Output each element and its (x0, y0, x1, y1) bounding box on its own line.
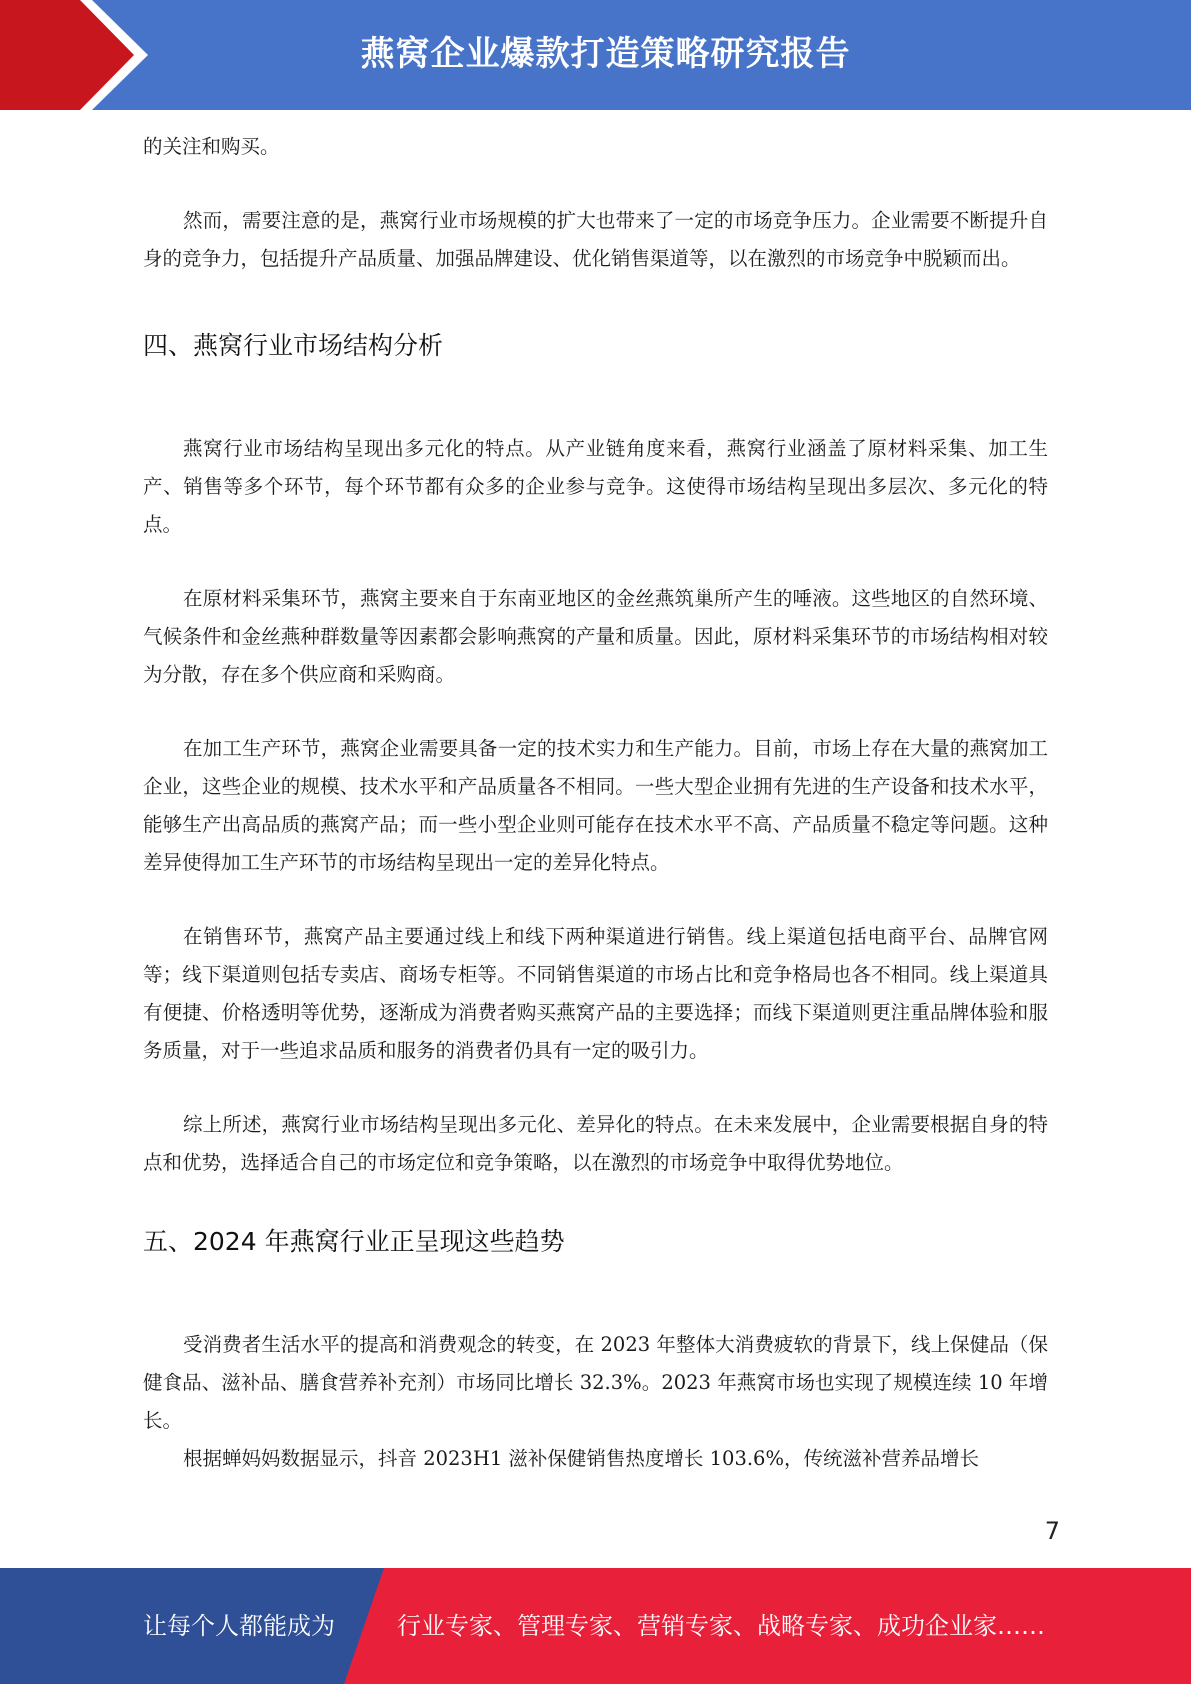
page-footer (0, 1568, 1191, 1684)
paragraph-processing: 在加工生产环节，燕窝企业需要具备一定的技术实力和生产能力。目前，市场上存在大量的燕窝加工企业，这些企业的规模、技术水平和产品质量各不相同。一些大型企业拥有先进的生产设备和技术水平，能够生产出高品质的燕窝产品；而一些小型企业则可能存在技术水平不高、产品质量不稳定等问题。这种差异使得加工生产环节的市场结构呈现出一定的差异化特点。 (143, 737, 1048, 874)
paragraph-competition: 然而，需要注意的是，燕窝行业市场规模的扩大也带来了一定的市场竞争压力。企业需要不断提升自身的竞争力，包括提升产品质量、加强品牌建设、优化销售渠道等，以在激烈的市场竞争中脱颖而出。 (143, 209, 1048, 270)
paragraph-sales: 在销售环节，燕窝产品主要通过线上和线下两种渠道进行销售。线上渠道包括电商平台、品牌官网等；线下渠道则包括专卖店、商场专柜等。不同销售渠道的市场占比和竞争格局也各不相同。线上渠道具有便捷、价格透明等优势，逐渐成为消费者购买燕窝产品的主要选择；而线下渠道则更注重品牌体验和服务质量，对于一些追求品质和服务的消费者仍具有一定的吸引力。 (143, 925, 1048, 1062)
paragraph-trend-growth: 受消费者生活水平的提高和消费观念的转变，在 2023 年整体大消费疲软的背景下，线上保健品（保健食品、滋补品、膳食营养补充剂）市场同比增长 32.3%。2023 年燕窝市场也实现了规模连续 10 年增长。 (143, 1333, 1048, 1432)
section-4-heading: 四、燕窝行业市场结构分析 (143, 331, 444, 360)
page-body (143, 128, 1048, 1478)
paragraph-trend-data: 根据蝉妈妈数据显示，抖音 2023H1 滋补保健销售热度增长 103.6%，传统滋补营养品增长 (183, 1447, 979, 1470)
section-5-heading: 五、2024 年燕窝行业正呈现这些趋势 (143, 1227, 565, 1256)
page-number: 7 (1044, 1517, 1060, 1545)
paragraph-summary: 综上所述，燕窝行业市场结构呈现出多元化、差异化的特点。在未来发展中，企业需要根据自身的特点和优势，选择适合自己的市场定位和竞争策略，以在激烈的市场竞争中取得优势地位。 (143, 1113, 1048, 1174)
report-title: 燕窝企业爆款打造策略研究报告 (360, 34, 851, 74)
paragraph-structure-overview: 燕窝行业市场结构呈现出多元化的特点。从产业链角度来看，燕窝行业涵盖了原材料采集、加工生产、销售等多个环节，每个环节都有众多的企业参与竞争。这使得市场结构呈现出多层次、多元化的特点。 (143, 437, 1048, 536)
page-header (0, 0, 1191, 110)
paragraph-continuation: 的关注和购买。 (143, 135, 280, 158)
footer-slogan-left: 让每个人都能成为 (143, 1612, 335, 1640)
footer-slogan-right: 行业专家、管理专家、营销专家、战略专家、成功企业家…… (397, 1612, 1045, 1640)
paragraph-raw-materials: 在原材料采集环节，燕窝主要来自于东南亚地区的金丝燕筑巢所产生的唾液。这些地区的自然环境、气候条件和金丝燕种群数量等因素都会影响燕窝的产量和质量。因此，原材料采集环节的市场结构相对较为分散，存在多个供应商和采购商。 (143, 587, 1048, 686)
